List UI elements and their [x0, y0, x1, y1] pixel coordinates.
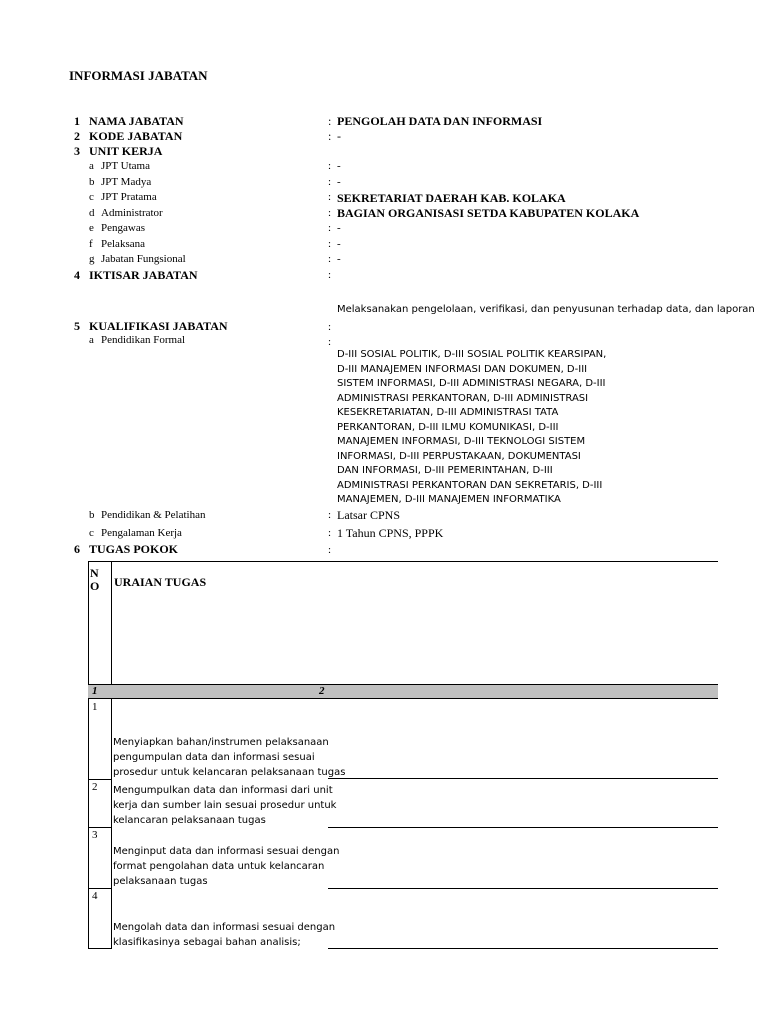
unit-kerja-item-label: JPT Madya — [101, 176, 152, 188]
unit-kerja-item-value: - — [337, 222, 341, 234]
pendidikan-pelatihan-label: Pendidikan & Pelatihan — [101, 509, 206, 521]
task-line: prosedur untuk kelancaran pelaksanaan tugas — [113, 767, 346, 778]
unit-kerja-letter: b — [89, 176, 95, 188]
unit-kerja-letter: g — [89, 253, 95, 265]
row-divider — [88, 888, 112, 889]
task-line: kelancaran pelaksanaan tugas — [113, 815, 266, 826]
colon: : — [328, 207, 332, 219]
row-number: 3 — [92, 829, 98, 841]
kualifikasi-letter: c — [89, 527, 94, 539]
section-number: 5 — [74, 319, 80, 333]
unit-kerja-item-value: - — [337, 176, 341, 188]
colon: : — [328, 238, 332, 250]
row-number: 1 — [92, 701, 98, 713]
table-border-left — [88, 561, 89, 949]
row-divider — [88, 827, 112, 828]
pendidikan-formal-line: KESEKRETARIATAN, D-III ADMINISTRASI TATA — [337, 407, 559, 418]
row-divider — [88, 948, 112, 949]
header-no-line: N — [90, 566, 99, 580]
pendidikan-formal-line: D-III SOSIAL POLITIK, D-III SOSIAL POLITIK KEARSIPAN, — [337, 349, 607, 360]
pendidikan-formal-line: MANAJEMEN, D-III MANAJEMEN INFORMATIKA — [337, 494, 561, 505]
unit-kerja-item-value: BAGIAN ORGANISASI SETDA KABUPATEN KOLAKA — [337, 206, 640, 220]
pendidikan-formal-line: MANAJEMEN INFORMASI, D-III TEKNOLOGI SISTEM — [337, 436, 586, 447]
unit-kerja-item-label: Administrator — [101, 207, 163, 219]
table-column-divider — [111, 561, 112, 949]
unit-kerja-label: UNIT KERJA — [89, 144, 163, 158]
colon: : — [328, 509, 332, 521]
colon: : — [328, 176, 332, 188]
task-line: Menginput data dan informasi sesuai dengan — [113, 846, 340, 857]
unit-kerja-item-label: JPT Pratama — [101, 191, 157, 203]
unit-kerja-item-label: Jabatan Fungsional — [101, 253, 186, 265]
kualifikasi-jabatan-label: KUALIFIKASI JABATAN — [89, 319, 228, 333]
column-number-1: 1 — [92, 685, 98, 697]
task-line: klasifikasinya sebagai bahan analisis; — [113, 937, 301, 948]
unit-kerja-item-value: - — [337, 238, 341, 250]
header-no — [90, 567, 99, 593]
task-line: pengumpulan data dan informasi sesuai — [113, 752, 315, 763]
unit-kerja-letter: e — [89, 222, 94, 234]
task-line: kerja dan sumber lain sesuai prosedur untuk — [113, 800, 337, 811]
unit-kerja-item-label: JPT Utama — [101, 160, 150, 172]
row-divider — [328, 778, 718, 779]
row-divider — [328, 948, 718, 949]
tugas-pokok-label: TUGAS POKOK — [89, 542, 179, 556]
colon: : — [328, 544, 332, 556]
section-number: 6 — [74, 542, 80, 556]
header-no-line: O — [90, 579, 100, 593]
kualifikasi-letter: a — [89, 334, 94, 346]
task-line: format pengolahan data untuk kelancaran — [113, 861, 325, 872]
pendidikan-formal-line: ADMINISTRASI PERKANTORAN, D-III ADMINISTRASI — [337, 393, 589, 404]
section-number: 2 — [74, 129, 80, 143]
nama-jabatan-label: NAMA JABATAN — [89, 114, 184, 128]
colon: : — [328, 160, 332, 172]
task-line: Mengumpulkan data dan informasi dari unit — [113, 785, 333, 796]
unit-kerja-letter: d — [89, 207, 95, 219]
unit-kerja-item-value: - — [337, 160, 341, 172]
unit-kerja-item-label: Pelaksana — [101, 238, 145, 250]
pendidikan-pelatihan-value: Latsar CPNS — [337, 508, 400, 522]
unit-kerja-letter: f — [89, 238, 93, 250]
kode-jabatan-label: KODE JABATAN — [89, 129, 183, 143]
iktisar-jabatan-value: Melaksanakan pengelolaan, verifikasi, dan penyusunan terhadap data, dan laporan — [337, 304, 755, 315]
nama-jabatan-value: PENGOLAH DATA DAN INFORMASI — [337, 114, 543, 128]
column-number-band — [88, 684, 718, 699]
column-number-2: 2 — [319, 685, 325, 697]
row-divider — [328, 888, 718, 889]
kualifikasi-letter: b — [89, 509, 95, 521]
section-number: 4 — [74, 268, 80, 282]
colon: : — [328, 222, 332, 234]
unit-kerja-letter: a — [89, 160, 94, 172]
colon: : — [328, 129, 332, 143]
unit-kerja-letter: c — [89, 191, 94, 203]
task-line: pelaksanaan tugas — [113, 876, 208, 887]
unit-kerja-item-label: Pengawas — [101, 222, 145, 234]
section-number: 3 — [74, 144, 80, 158]
section-number: 1 — [74, 114, 80, 128]
table-border-top — [88, 561, 718, 562]
colon: : — [328, 114, 332, 128]
task-line: Mengolah data dan informasi sesuai dengan — [113, 922, 336, 933]
colon: : — [328, 269, 332, 281]
header-uraian-tugas: URAIAN TUGAS — [114, 575, 207, 589]
unit-kerja-item-value: - — [337, 253, 341, 265]
pendidikan-formal-line: INFORMASI, D-III PERPUSTAKAAN, DOKUMENTASI — [337, 451, 581, 462]
pendidikan-formal-line: SISTEM INFORMASI, D-III ADMINISTRASI NEGARA, D-III — [337, 378, 606, 389]
colon: : — [328, 253, 332, 265]
colon: : — [328, 321, 332, 333]
row-divider — [88, 779, 112, 780]
row-number: 4 — [92, 890, 98, 902]
kode-jabatan-value: - — [337, 129, 341, 143]
row-divider — [328, 827, 718, 828]
colon: : — [328, 336, 332, 348]
pendidikan-formal-line: ADMINISTRASI PERKANTORAN DAN SEKRETARIS, D-III — [337, 480, 603, 491]
pengalaman-kerja-label: Pengalaman Kerja — [101, 527, 182, 539]
task-line: Menyiapkan bahan/instrumen pelaksanaan — [113, 737, 329, 748]
row-number: 2 — [92, 781, 98, 793]
colon: : — [328, 191, 332, 203]
unit-kerja-item-value: SEKRETARIAT DAERAH KAB. KOLAKA — [337, 191, 566, 205]
pendidikan-formal-label: Pendidikan Formal — [101, 334, 186, 346]
pendidikan-formal-line: DAN INFORMASI, D-III PEMERINTAHAN, D-III — [337, 465, 553, 476]
document-title: INFORMASI JABATAN — [69, 68, 208, 83]
pendidikan-formal-line: PERKANTORAN, D-III ILMU KOMUNIKASI, D-III — [337, 422, 559, 433]
iktisar-jabatan-label: IKTISAR JABATAN — [89, 268, 198, 282]
pengalaman-kerja-value: 1 Tahun CPNS, PPPK — [337, 526, 444, 540]
colon: : — [328, 527, 332, 539]
pendidikan-formal-line: D-III MANAJEMEN INFORMASI DAN DOKUMEN, D-III — [337, 364, 588, 375]
